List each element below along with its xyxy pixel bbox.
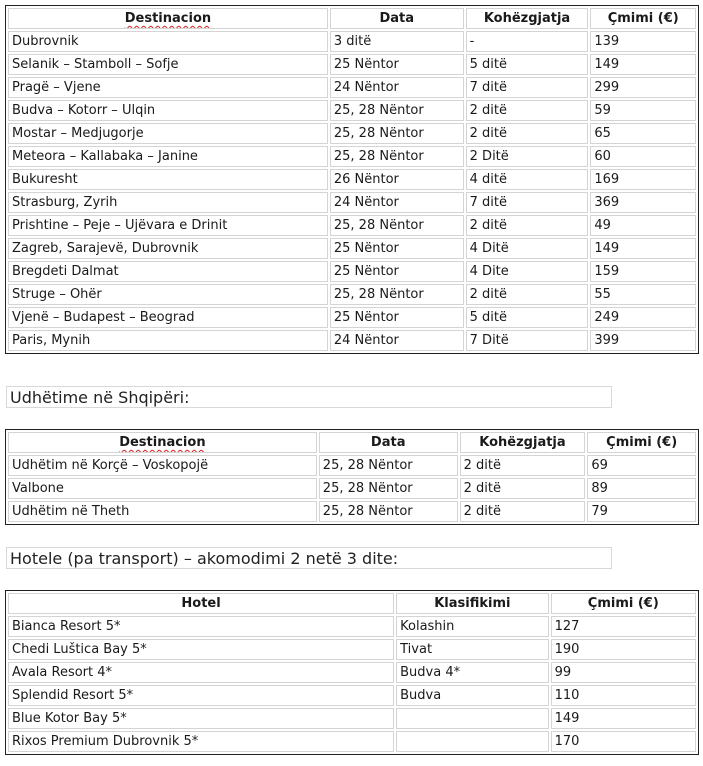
cell-hotel: Blue Kotor Bay 5*: [8, 708, 394, 729]
table-row: [8, 100, 696, 121]
cell-price: 149: [590, 54, 696, 75]
cell-destination: Mostar – Medjugorje: [8, 123, 328, 144]
table-row: [8, 330, 696, 351]
table-row: [8, 169, 696, 190]
table-row: [8, 662, 696, 683]
table-row: [8, 731, 696, 752]
cell-duration: 2 ditë: [466, 100, 589, 121]
header-hotel: Hotel: [8, 593, 394, 614]
cell-duration: 2 ditë: [460, 455, 586, 476]
header-price: Çmimi (€): [551, 593, 696, 614]
cell-classification: [396, 731, 548, 752]
caption-hotels-text: Hotele (pa transport) – akomodimi 2 netë 3 dite:: [10, 549, 399, 568]
cell-price: 139: [590, 31, 696, 52]
albania-trips-table: [5, 429, 699, 525]
cell-destination: Paris, Mynih: [8, 330, 328, 351]
cell-hotel: Splendid Resort 5*: [8, 685, 394, 706]
cell-date: 25, 28 Nëntor: [319, 501, 458, 522]
cell-date: 25, 28 Nëntor: [319, 455, 458, 476]
table-row: [8, 685, 696, 706]
table-header-row: [8, 593, 696, 614]
cell-destination: Vjenë – Budapest – Beograd: [8, 307, 328, 328]
cell-duration: 2 Ditë: [466, 146, 589, 167]
cell-date: 25 Nëntor: [330, 261, 464, 282]
cell-price: 79: [587, 501, 696, 522]
cell-date: 25, 28 Nëntor: [330, 146, 464, 167]
cell-hotel: Rixos Premium Dubrovnik 5*: [8, 731, 394, 752]
cell-duration: 7 Ditë: [466, 330, 589, 351]
cell-destination: Strasburg, Zyrih: [8, 192, 328, 213]
international-trips-table: [5, 5, 699, 354]
table-row: [8, 501, 696, 522]
cell-price: 169: [590, 169, 696, 190]
cell-destination: Struge – Ohër: [8, 284, 328, 305]
cell-hotel: Avala Resort 4*: [8, 662, 394, 683]
cell-duration: 4 ditë: [466, 169, 589, 190]
cell-date: 24 Nëntor: [330, 330, 464, 351]
cell-price: 69: [587, 455, 696, 476]
cell-destination: Udhëtim në Theth: [8, 501, 317, 522]
header-price: Çmimi (€): [590, 8, 696, 29]
cell-date: 25 Nëntor: [330, 238, 464, 259]
cell-duration: 4 Dite: [466, 261, 589, 282]
cell-destination: Dubrovnik: [8, 31, 328, 52]
header-date: Data: [319, 432, 458, 453]
caption-hotels: [6, 547, 612, 569]
cell-date: 25, 28 Nëntor: [330, 284, 464, 305]
header-classification: Klasifikimi: [396, 593, 548, 614]
table-row: [8, 31, 696, 52]
table-row: [8, 77, 696, 98]
cell-classification: Kolashin: [396, 616, 548, 637]
cell-price: 149: [590, 238, 696, 259]
header-destination: Destinacion: [8, 432, 317, 453]
table-row: [8, 54, 696, 75]
cell-destination: Pragë – Vjene: [8, 77, 328, 98]
table-row: [8, 284, 696, 305]
table-header-row: [8, 8, 696, 29]
cell-price: 190: [551, 639, 696, 660]
cell-price: 60: [590, 146, 696, 167]
cell-destination: Valbone: [8, 478, 317, 499]
cell-date: 26 Nëntor: [330, 169, 464, 190]
table-row: [8, 616, 696, 637]
table-row: [8, 146, 696, 167]
cell-destination: Budva – Kotorr – Ulqin: [8, 100, 328, 121]
cell-price: 399: [590, 330, 696, 351]
table-row: [8, 261, 696, 282]
table-row: [8, 708, 696, 729]
cell-hotel: Bianca Resort 5*: [8, 616, 394, 637]
header-date: Data: [330, 8, 464, 29]
header-price: Çmimi (€): [587, 432, 696, 453]
cell-hotel: Chedi Luštica Bay 5*: [8, 639, 394, 660]
table-row: [8, 192, 696, 213]
cell-price: 369: [590, 192, 696, 213]
cell-price: 99: [551, 662, 696, 683]
cell-destination: Meteora – Kallabaka – Janine: [8, 146, 328, 167]
cell-price: 299: [590, 77, 696, 98]
hotels-table: [5, 590, 699, 755]
cell-price: 55: [590, 284, 696, 305]
cell-duration: 5 ditë: [466, 307, 589, 328]
cell-destination: Udhëtim në Korçë – Voskopojë: [8, 455, 317, 476]
header-duration: Kohëzgjatja: [460, 432, 586, 453]
cell-duration: 7 ditë: [466, 192, 589, 213]
cell-duration: 2 ditë: [460, 478, 586, 499]
table-header-row: [8, 432, 696, 453]
cell-price: 170: [551, 731, 696, 752]
cell-classification: Tivat: [396, 639, 548, 660]
table-row: [8, 307, 696, 328]
cell-price: 65: [590, 123, 696, 144]
cell-price: 59: [590, 100, 696, 121]
cell-price: 127: [551, 616, 696, 637]
table-row: [8, 639, 696, 660]
cell-price: 110: [551, 685, 696, 706]
cell-duration: -: [466, 31, 589, 52]
table-row: [8, 478, 696, 499]
cell-price: 149: [551, 708, 696, 729]
cell-destination: Bukuresht: [8, 169, 328, 190]
cell-destination: Prishtine – Peje – Ujëvara e Drinit: [8, 215, 328, 236]
header-destination: Destinacion: [8, 8, 328, 29]
cell-price: 159: [590, 261, 696, 282]
cell-duration: 2 ditë: [466, 123, 589, 144]
cell-date: 3 ditë: [330, 31, 464, 52]
cell-price: 249: [590, 307, 696, 328]
cell-destination: Selanik – Stamboll – Sofje: [8, 54, 328, 75]
table-row: [8, 238, 696, 259]
cell-date: 24 Nëntor: [330, 77, 464, 98]
cell-duration: 2 ditë: [460, 501, 586, 522]
cell-classification: Budva: [396, 685, 548, 706]
table-row: [8, 455, 696, 476]
cell-classification: Budva 4*: [396, 662, 548, 683]
cell-price: 49: [590, 215, 696, 236]
cell-date: 25, 28 Nëntor: [319, 478, 458, 499]
table-row: [8, 123, 696, 144]
cell-duration: 2 ditë: [466, 215, 589, 236]
cell-destination: Zagreb, Sarajevë, Dubrovnik: [8, 238, 328, 259]
cell-date: 24 Nëntor: [330, 192, 464, 213]
cell-destination: Bregdeti Dalmat: [8, 261, 328, 282]
cell-classification: [396, 708, 548, 729]
cell-duration: 2 ditë: [466, 284, 589, 305]
cell-duration: 5 ditë: [466, 54, 589, 75]
cell-date: 25 Nëntor: [330, 307, 464, 328]
header-duration: Kohëzgjatja: [466, 8, 589, 29]
cell-duration: 7 ditë: [466, 77, 589, 98]
cell-date: 25, 28 Nëntor: [330, 123, 464, 144]
cell-date: 25, 28 Nëntor: [330, 100, 464, 121]
cell-duration: 4 Ditë: [466, 238, 589, 259]
cell-date: 25 Nëntor: [330, 54, 464, 75]
cell-date: 25, 28 Nëntor: [330, 215, 464, 236]
table-row: [8, 215, 696, 236]
cell-price: 89: [587, 478, 696, 499]
caption-albania-trips: Udhëtime në Shqipëri:: [6, 386, 612, 408]
